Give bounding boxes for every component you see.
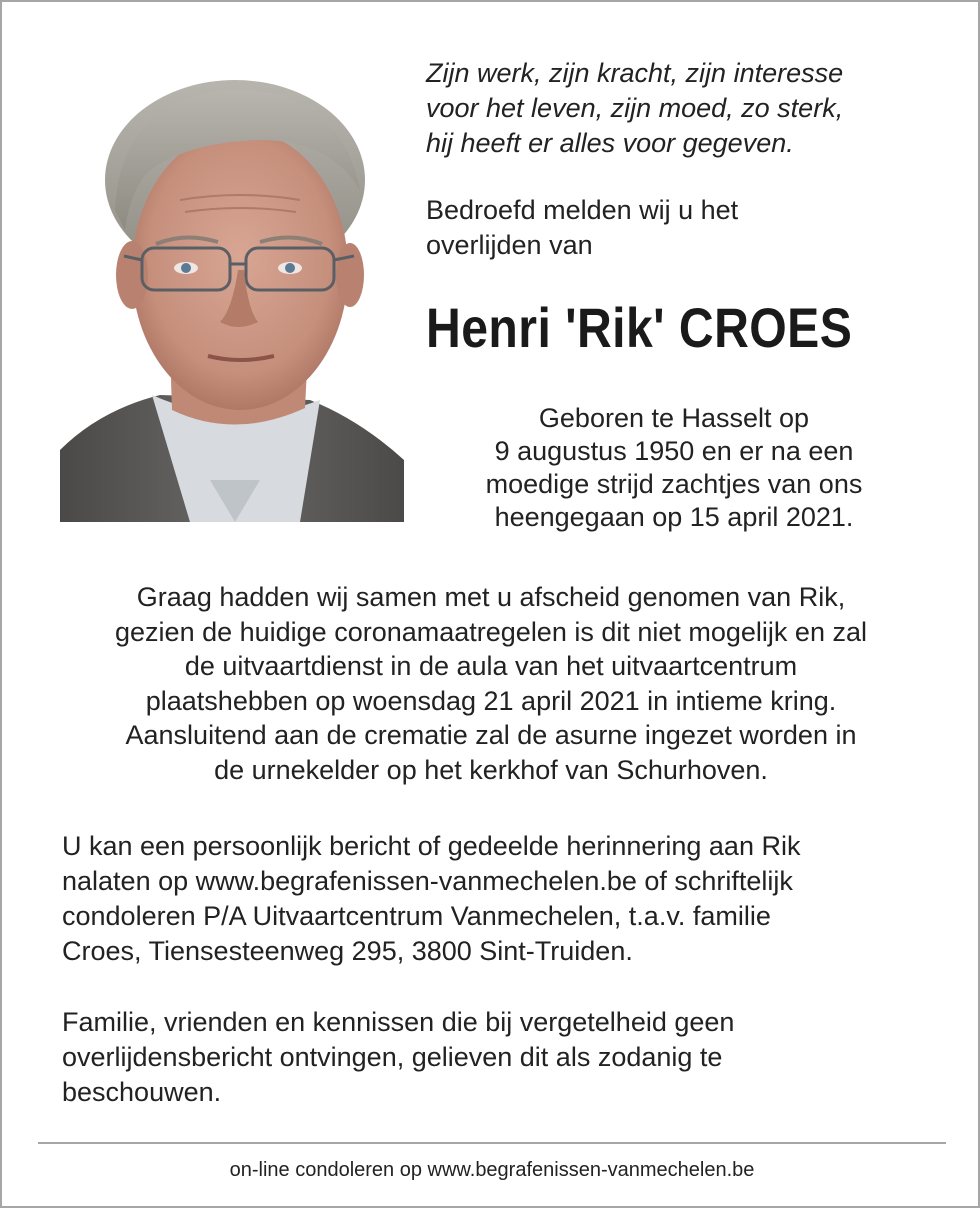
birth-line: Geboren te Hasselt op [538,403,810,433]
funeral-paragraph [32,580,950,787]
funeral-line: gezien de huidige coronamaatregelen is dit niet mogelijk en zal [115,616,867,647]
poem-line: hij heeft er alles voor gegeven. [426,128,794,158]
condolence-line: condoleren P/A Uitvaartcentrum Vanmechelen, t.a.v. familie [62,901,771,931]
notice-line: Familie, vrienden en kennissen die bij vergetelheid geen [62,1007,735,1037]
poem [426,56,946,161]
condolence-line: nalaten op www.begrafenissen-vanmechelen.be of schriftelijk [62,866,793,896]
notice-paragraph [62,1005,942,1110]
birth-line: heengegaan op 15 april 2021. [494,502,854,532]
notice-line: beschouwen. [62,1077,222,1107]
birth-death-info [416,402,932,534]
condolence-line: U kan een persoonlijk bericht of gedeelde herinnering aan Rik [62,831,801,861]
announcement-intro [426,193,946,263]
intro-line: Bedroefd melden wij u het [426,195,739,225]
funeral-line: Aansluitend aan de crematie zal de asurne ingezet worden in [125,720,857,750]
notice-line: overlijdensbericht ontvingen, gelieven dit als zodanig te [62,1042,723,1072]
birth-line: moedige strijd zachtjes van ons [485,469,863,499]
footer-divider [38,1142,946,1144]
footer-condolence-link: on-line condoleren op www.begrafenissen-vanmechelen.be [229,1159,755,1181]
deceased-name: Henri 'Rik' CROES [426,296,853,359]
condolence-paragraph [62,829,942,969]
poem-line: Zijn werk, zijn kracht, zijn interesse [426,58,844,88]
funeral-line: plaatshebben op woensdag 21 april 2021 in intieme kring. [145,685,837,716]
funeral-line: de uitvaartdienst in de aula van het uitvaartcentrum [184,651,798,681]
intro-line: overlijden van [426,230,593,260]
birth-line: 9 augustus 1950 en er na een [494,436,854,466]
funeral-line: Graag hadden wij samen met u afscheid genomen van Rik, [136,582,846,612]
funeral-line: de urnekelder op het kerkhof van Schurhoven. [214,754,768,785]
poem-line: voor het leven, zijn moed, zo sterk, [426,93,844,123]
portrait-photo [60,60,404,522]
condolence-line: Croes, Tiensesteenweg 295, 3800 Sint-Truiden. [62,936,633,966]
